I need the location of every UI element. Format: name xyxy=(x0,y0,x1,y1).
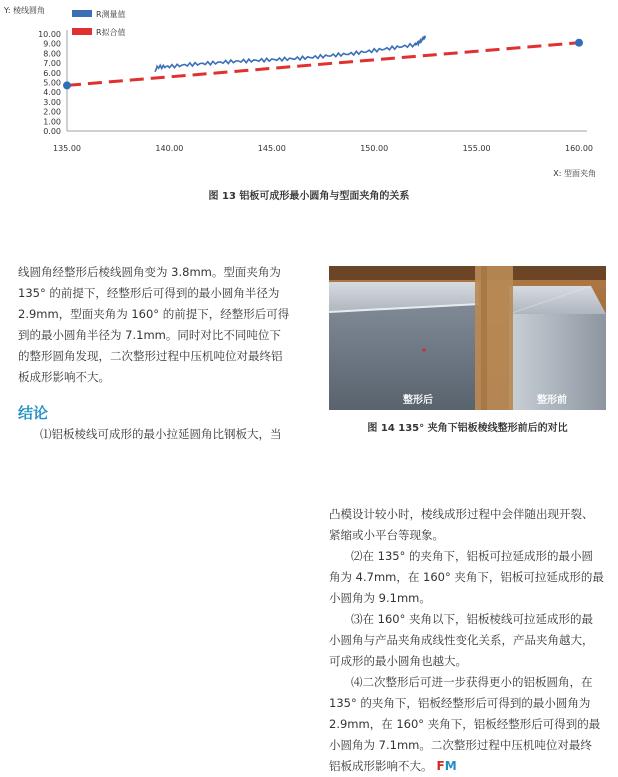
fm-logo xyxy=(437,759,457,773)
legend-label-measured: R测量值 xyxy=(96,10,126,19)
y-tick-label: 9.00 xyxy=(43,39,61,49)
figure14-caption: 图 14 135° 夹角下铝板棱线整形前后的对比 xyxy=(367,423,568,434)
right-paragraph-line: 铝板成形影响不大。 FM xyxy=(329,759,457,773)
right-paragraph-line: 可成形的最小圆角也越大。 xyxy=(329,654,467,668)
right-paragraph-line: 小圆角与产品夹角成线性变化关系，产品夹角越大， xyxy=(329,633,594,647)
right-paragraph-line: 小圆角为 7.1mm。二次整形过程中压机吨位对最终 xyxy=(329,738,592,752)
left-paragraph-line: 到的最小圆角半径为 7.1mm。同时对比不同吨位下 xyxy=(18,328,281,342)
y-tick-label: 1.00 xyxy=(43,117,61,127)
right-paragraph-line: 135° 的夹角下，铝板经整形后可得到的最小圆角为 xyxy=(329,696,591,710)
fm-logo-f: F xyxy=(436,759,445,773)
conclusion-item-1-line: ⑴铝板棱线可成形的最小拉延圆角比钢板大，当 xyxy=(40,427,282,441)
left-paragraph-line: 2.9mm，型面夹角为 160° 的前提下，经整形后可得 xyxy=(18,307,290,321)
right-paragraph-line: ⑶在 160° 夹角以下，铝板棱线可拉延成形的最 xyxy=(351,612,594,626)
legend-label-fitted: R拟合值 xyxy=(96,28,126,37)
right-paragraph-line: 紧缩或小平台等现象。 xyxy=(329,528,444,542)
y-tick-label: 4.00 xyxy=(43,88,61,98)
x-tick-label: 135.00 xyxy=(53,144,81,153)
measured-line-series xyxy=(155,36,425,72)
y-tick-label: 3.00 xyxy=(43,97,61,107)
figure13-caption: 图 13 铝板可成形最小圆角与型面夹角的关系 xyxy=(208,191,410,202)
figure14-photo xyxy=(329,266,606,410)
x-tick-label: 150.00 xyxy=(360,144,389,153)
photo-label-before: 整形前 xyxy=(537,395,567,406)
right-paragraphs xyxy=(329,504,604,777)
right-paragraph-line: 角为 4.7mm，在 160° 夹角下，铝板可拉延成形的最 xyxy=(329,570,604,584)
right-paragraph-line: ⑵在 135° 的夹角下，铝板可拉延成形的最小圆 xyxy=(351,549,594,563)
y-tick-label: 8.00 xyxy=(43,49,61,59)
y-tick-label: 2.00 xyxy=(43,107,61,117)
x-tick-label: 160.00 xyxy=(565,144,593,153)
left-paragraph-line: 线圆角经整形后棱线圆角变为 3.8mm。型面夹角为 xyxy=(18,265,281,279)
fm-logo-m: M xyxy=(444,759,457,773)
y-tick-label: 6.00 xyxy=(43,68,61,78)
left-paragraph-line: 板成形影响不大。 xyxy=(18,370,110,384)
right-paragraph-line: 2.9mm，在 160° 夹角下，铝板经整形后可得到的最 xyxy=(329,717,601,731)
y-tick-label: 7.00 xyxy=(43,59,61,69)
right-paragraph-line: 小圆角为 9.1mm。 xyxy=(329,591,431,605)
conclusion-heading: 结论 xyxy=(18,404,49,422)
y-tick-label: 0.00 xyxy=(43,127,61,136)
fitted-line-series xyxy=(67,43,579,86)
right-paragraph-line: 凸模设计较小时，棱线成形过程中会伴随出现开裂、 xyxy=(329,507,594,521)
right-paragraph-line: ⑷二次整形后可进一步获得更小的铝板圆角，在 xyxy=(351,675,593,689)
left-paragraph-line: 的整形圆角发现，二次整形过程中压机吨位对最终铝 xyxy=(18,349,283,363)
x-tick-label: 140.00 xyxy=(155,144,184,153)
legend-swatch-fitted xyxy=(72,28,92,35)
photo-label-after: 整形后 xyxy=(403,395,433,406)
endpoint-marker-1 xyxy=(575,39,583,47)
x-tick-label: 155.00 xyxy=(462,144,491,153)
figure13-chart xyxy=(0,0,618,185)
legend-swatch-measured xyxy=(72,10,92,17)
y-axis-label: Y: 棱线圆角 xyxy=(4,6,46,15)
left-paragraph-line: 135° 的前提下，经整形后可得到的最小圆角半径为 xyxy=(18,286,280,300)
y-tick-label: 5.00 xyxy=(43,78,61,88)
left-paragraph xyxy=(18,262,289,388)
y-tick-label: 10.00 xyxy=(38,30,61,39)
conclusion-item-1 xyxy=(18,424,282,445)
x-tick-label: 145.00 xyxy=(257,144,286,153)
x-axis-label: X: 型面夹角 xyxy=(553,169,596,178)
endpoint-marker-0 xyxy=(63,81,71,89)
